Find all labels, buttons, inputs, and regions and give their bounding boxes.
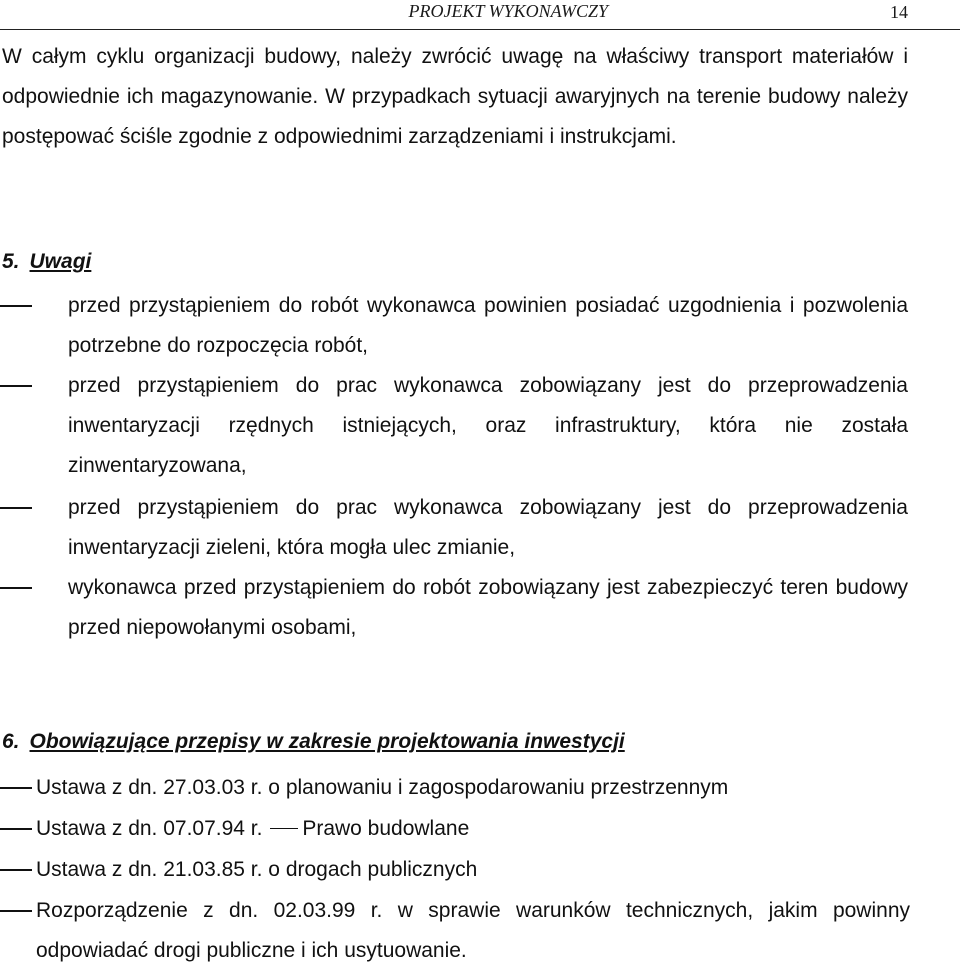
list-item-text: przed przystąpieniem do robót wykonawca powinien posiadać uzgodnienia i pozwolenia potrzebne do rozpoczęcia robót, — [68, 294, 908, 357]
dash-bullet-icon — [0, 385, 32, 387]
section-title: Obowiązujące przepisy w zakresie projektowania inwestycji — [29, 730, 625, 753]
list-item-text: wykonawca przed przystąpieniem do robót zobowiązany jest zabezpieczyć teren budowy przed niepowołanymi osobami, — [68, 576, 908, 639]
dash-bullet-icon — [0, 507, 32, 509]
list-item-text: Ustawa z dn. 27.03.03 r. o planowaniu i zagospodarowaniu przestrzennym — [36, 776, 729, 799]
dash-bullet-icon — [0, 587, 32, 589]
section-number: 5. — [2, 250, 20, 273]
list-item-text: Ustawa z dn. 21.03.85 r. o drogach publicznych — [36, 858, 478, 881]
list-item-text-start: Ustawa z dn. 07.07.94 r. — [36, 817, 263, 840]
intro-paragraph: W całym cyklu organizacji budowy, należy zwrócić uwagę na właściwy transport materiałów i odpowiednie ich magazynowanie. W przypadkach sytuacji awaryjnych na terenie budowy należy postępować ściśle zgodnie z odpowiednimi zarządzeniami i instrukcjami. — [2, 45, 908, 148]
list-item-text-end: Prawo budowlane — [302, 817, 470, 840]
inline-dash-icon — [270, 828, 298, 830]
dash-bullet-icon — [0, 910, 32, 912]
list-item-text — [36, 809, 910, 849]
dash-bullet-icon — [0, 305, 32, 307]
section-heading — [2, 730, 625, 754]
page-number: 14 — [890, 2, 908, 22]
section-number: 6. — [2, 730, 20, 753]
section-title: Uwagi — [29, 250, 92, 273]
page-header — [0, 0, 960, 31]
dash-bullet-icon — [0, 869, 32, 871]
header-rule — [0, 29, 960, 30]
section-heading — [2, 250, 91, 274]
list-item-text: Rozporządzenie z dn. 02.03.99 r. w sprawie warunków technicznych, jakim powinny odpowiadać drogi publiczne i ich usytuowanie. — [36, 899, 910, 962]
dash-bullet-icon — [0, 828, 32, 830]
dash-bullet-icon — [0, 787, 32, 789]
list-item-text: przed przystąpieniem do prac wykonawca zobowiązany jest do przeprowadzenia inwentaryzacji rzędnych istniejących, oraz infrastruktury, która nie została zinwentaryzowana, — [68, 374, 908, 477]
document-title: PROJEKT WYKONAWCZY — [408, 1, 608, 21]
list-item-text: przed przystąpieniem do prac wykonawca zobowiązany jest do przeprowadzenia inwentaryzacji zieleni, która mogła ulec zmianie, — [68, 496, 908, 559]
